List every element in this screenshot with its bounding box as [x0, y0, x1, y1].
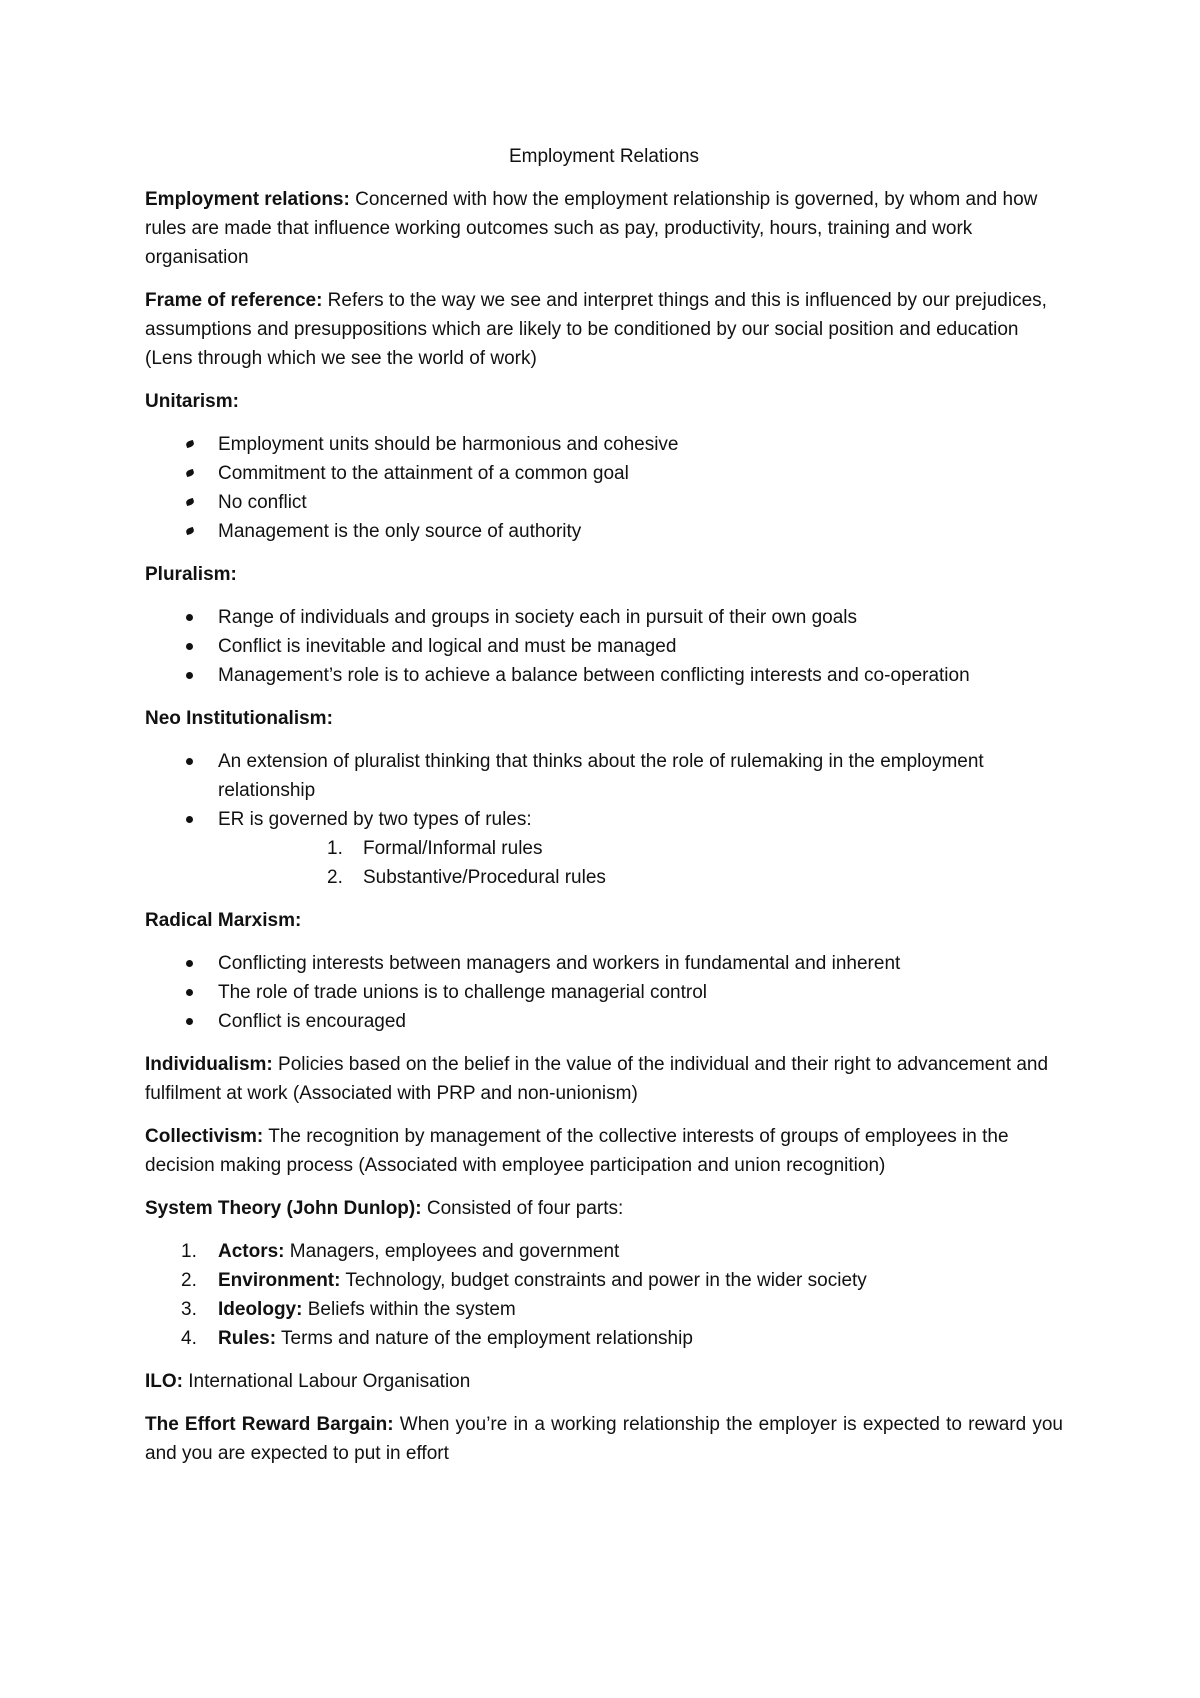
- list-item-text: Conflict is encouraged: [218, 1011, 406, 1032]
- bullet-icon: [186, 672, 193, 679]
- rule-types-list: [218, 834, 1063, 892]
- list-item: [145, 978, 1063, 1007]
- list-item-text: The role of trade unions is to challenge managerial control: [218, 982, 708, 1003]
- bullet-icon: [185, 498, 195, 506]
- list-item-term: Rules:: [218, 1328, 277, 1349]
- pluralism-list: [145, 603, 1063, 690]
- list-item-text: No conflict: [218, 492, 307, 513]
- list-number: 4.: [181, 1328, 197, 1349]
- list-item-text: Management is the only source of authority: [218, 521, 582, 542]
- list-item-text: Range of individuals and groups in society each in pursuit of their own goals: [218, 607, 857, 628]
- list-item-text: Managers, employees and government: [284, 1241, 620, 1262]
- definition-text: International Labour Organisation: [183, 1371, 471, 1392]
- definition-frame-of-reference: [145, 286, 1063, 373]
- list-item-text: Management’s role is to achieve a balance between conflicting interests and co-operation: [218, 665, 970, 686]
- list-item: [145, 1237, 1063, 1266]
- definition-collectivism: [145, 1122, 1063, 1180]
- bullet-icon: [186, 989, 193, 996]
- list-item-term: Environment:: [218, 1270, 341, 1291]
- bullet-icon: [186, 816, 193, 823]
- list-item-term: Actors:: [218, 1241, 285, 1262]
- bullet-icon: [186, 614, 193, 621]
- list-item: [218, 863, 1063, 892]
- list-item: [145, 1324, 1063, 1353]
- bullet-icon: [186, 758, 193, 765]
- list-item: [145, 632, 1063, 661]
- definition-text: The recognition by management of the collective interests of groups of employees in the decision making process (Associated with employee participation and union recognition): [145, 1126, 1009, 1176]
- list-item-text: Terms and nature of the employment relationship: [276, 1328, 693, 1349]
- heading-radical-marxism: Radical Marxism:: [145, 910, 302, 931]
- list-number: 1.: [327, 838, 343, 859]
- radical-marxism-list: [145, 949, 1063, 1036]
- term-label: Collectivism:: [145, 1126, 264, 1147]
- term-label: ILO:: [145, 1371, 183, 1392]
- list-item: [145, 747, 1063, 805]
- definition-text: Refers to the way we see and interpret things and this is influenced by our prejudices, assumptions and presuppositions which are likely to be conditioned by our social position and education (Lens through which we see the world of work): [145, 290, 1047, 369]
- definition-employment-relations: [145, 185, 1063, 272]
- definition-system-theory: [145, 1194, 1063, 1223]
- list-item: [145, 1266, 1063, 1295]
- definition-text: Concerned with how the employment relationship is governed, by whom and how rules are made that influence working outcomes such as pay, productivity, hours, training and work organisation: [145, 189, 1038, 268]
- list-item: [145, 517, 1063, 546]
- list-item: [145, 805, 1063, 892]
- list-item: [145, 430, 1063, 459]
- bullet-icon: [185, 469, 195, 477]
- neo-institutionalism-list: [145, 747, 1063, 892]
- list-item-text: ER is governed by two types of rules:: [218, 809, 532, 830]
- definition-individualism: [145, 1050, 1063, 1108]
- list-item-text: Substantive/Procedural rules: [363, 867, 606, 888]
- term-label: Individualism:: [145, 1054, 273, 1075]
- list-item: [145, 1007, 1063, 1036]
- list-item: [145, 459, 1063, 488]
- list-number: 2.: [181, 1270, 197, 1291]
- list-item-text: Formal/Informal rules: [363, 838, 543, 859]
- list-item-text: Technology, budget constraints and power in the wider society: [340, 1270, 867, 1291]
- bullet-icon: [185, 527, 195, 535]
- heading-neo-institutionalism: Neo Institutionalism:: [145, 708, 333, 729]
- list-item: [218, 834, 1063, 863]
- list-number: 1.: [181, 1241, 197, 1262]
- list-number: 3.: [181, 1299, 197, 1320]
- unitarism-list: [145, 430, 1063, 546]
- list-item: [145, 661, 1063, 690]
- list-item-text: Commitment to the attainment of a common goal: [218, 463, 629, 484]
- definition-ilo: [145, 1367, 1063, 1396]
- term-label: Employment relations:: [145, 189, 350, 210]
- list-item-text: Conflicting interests between managers and workers in fundamental and inherent: [218, 953, 901, 974]
- bullet-icon: [186, 960, 193, 967]
- list-item-text: An extension of pluralist thinking that thinks about the role of rulemaking in the employment relationship: [218, 751, 984, 801]
- list-item: [145, 603, 1063, 632]
- document-title: Employment Relations: [508, 146, 700, 167]
- bullet-icon: [186, 643, 193, 650]
- list-item: [145, 949, 1063, 978]
- system-theory-list: [145, 1237, 1063, 1353]
- bullet-icon: [185, 440, 195, 448]
- term-label: System Theory (John Dunlop):: [145, 1198, 422, 1219]
- definition-text: Consisted of four parts:: [421, 1198, 624, 1219]
- list-item-text: Conflict is inevitable and logical and must be managed: [218, 636, 677, 657]
- definition-text: When you’re in a working relationship the employer is expected to reward you and you are expected to put in effort: [145, 1414, 1063, 1464]
- list-item: [145, 488, 1063, 517]
- list-item-text: Beliefs within the system: [302, 1299, 516, 1320]
- heading-pluralism: Pluralism:: [145, 564, 237, 585]
- heading-unitarism: Unitarism:: [145, 391, 239, 412]
- list-item-text: Employment units should be harmonious and cohesive: [218, 434, 679, 455]
- document-page: [145, 142, 1063, 1482]
- list-item: [145, 1295, 1063, 1324]
- bullet-icon: [186, 1018, 193, 1025]
- definition-effort-reward-bargain: [145, 1410, 1063, 1468]
- term-label: The Effort Reward Bargain:: [145, 1414, 394, 1435]
- definition-text: Policies based on the belief in the value of the individual and their right to advancement and fulfilment at work (Associated with PRP and non-unionism): [145, 1054, 1049, 1104]
- list-item-term: Ideology:: [218, 1299, 303, 1320]
- term-label: Frame of reference:: [145, 290, 323, 311]
- list-number: 2.: [327, 867, 343, 888]
